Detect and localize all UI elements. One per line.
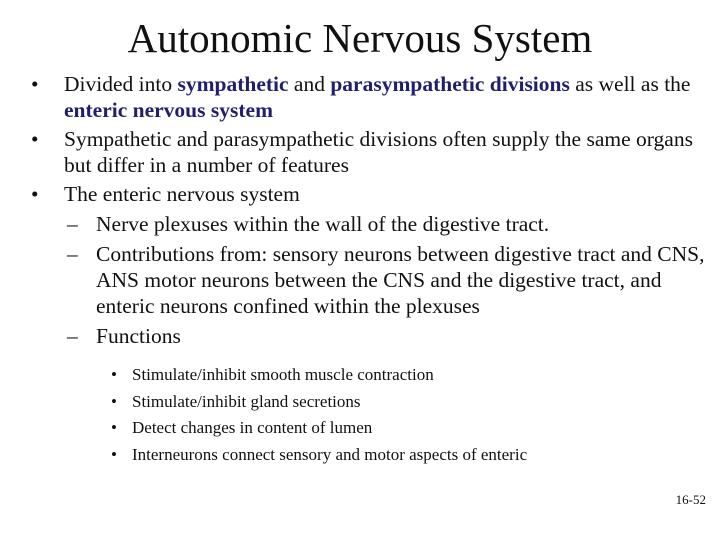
sub-bullet-text: Contributions from: sensory neurons between digestive tract and CNS, ANS motor neurons between the CNS and the digestive tract, and enteric neurons confined within the plexuses xyxy=(96,242,705,318)
bullet-text-highlight: parasympathetic divisions xyxy=(330,72,570,96)
sub-bullet-item xyxy=(30,241,710,319)
functions-list xyxy=(30,362,710,468)
bullet-item xyxy=(30,71,710,123)
slide-title: Autonomic Nervous System xyxy=(127,15,593,61)
bullet-marker: • xyxy=(31,127,39,151)
bullet-marker: • xyxy=(31,72,39,96)
bullet-text-segment: as well as the xyxy=(569,72,691,96)
function-item-text: Stimulate/inhibit smooth muscle contraction xyxy=(132,365,434,384)
slide-content xyxy=(30,68,710,468)
bullet-marker: • xyxy=(111,365,117,384)
slide-number: 16-52 xyxy=(675,492,706,507)
sub-bullet-item xyxy=(30,211,710,237)
bullet-marker: • xyxy=(111,444,117,464)
bullet-text: Sympathetic and parasympathetic divisions often supply the same organs but differ in a number of features xyxy=(64,127,693,177)
bullet-text-highlight: sympathetic xyxy=(177,72,289,96)
bullet-item xyxy=(30,181,710,207)
function-item-text: Interneurons connect sensory and motor aspects of enteric xyxy=(132,444,528,464)
bullet-text-segment: Divided into xyxy=(64,72,178,96)
bullet-item xyxy=(30,126,710,178)
sub-bullet-text: Functions xyxy=(96,324,181,348)
bullet-marker: • xyxy=(31,182,39,206)
bullet-text: The enteric nervous system xyxy=(64,182,300,206)
dash-marker: – xyxy=(67,242,78,266)
bullet-marker: • xyxy=(111,391,117,411)
function-item-text: Stimulate/inhibit gland secretions xyxy=(132,391,361,411)
bullet-text-segment: and xyxy=(288,72,331,96)
dash-marker: – xyxy=(67,324,78,348)
function-item xyxy=(30,389,710,416)
function-item-text: Detect changes in content of lumen xyxy=(132,418,373,437)
function-item xyxy=(30,415,710,442)
sub-bullet-item xyxy=(30,323,710,349)
dash-marker: – xyxy=(67,212,78,236)
bullet-text-highlight: enteric nervous system xyxy=(64,98,273,122)
bullet-marker: • xyxy=(111,418,117,437)
sub-bullet-text: Nerve plexuses within the wall of the digestive tract. xyxy=(96,212,550,236)
function-item xyxy=(30,442,710,469)
function-item xyxy=(30,362,710,389)
